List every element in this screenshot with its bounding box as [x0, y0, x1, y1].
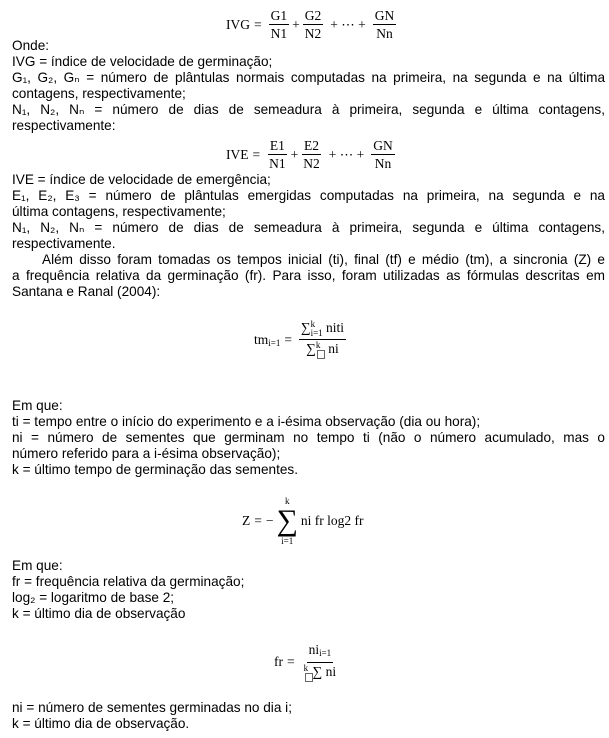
- text-line: fr = frequência relativa da germinação;: [12, 574, 245, 589]
- paragraph-line: Além disso foram tomadas os tempos inicial (ti), final (tf) e médio (tm), a sincronia (Z) e: [42, 252, 605, 267]
- denominator: N2: [303, 156, 320, 171]
- text-line: E₁, E₂, E₃ = número de plântulas emergidas computadas na primeira, na segunda e na: [12, 188, 605, 203]
- denominator: N1: [270, 26, 288, 41]
- text-line: respectivamente:: [12, 118, 116, 133]
- numerator: G2: [304, 8, 322, 23]
- text-line: G₁, G₂, Gₙ = número de plântulas normais computadas na primeira, na segunda e na última: [12, 70, 605, 85]
- eq-sign: =: [254, 16, 262, 32]
- text-line: Onde:: [12, 38, 50, 53]
- fraction: [371, 138, 395, 171]
- numerator: GN: [374, 8, 395, 23]
- denominator: ∑ k ni: [304, 340, 341, 359]
- text-line: ni = número de sementes que germinam no tempo ti (não o número acumulado, mas o: [12, 430, 605, 445]
- equation-tm: [254, 320, 349, 359]
- fraction: [373, 8, 397, 41]
- text-line: número referido para a i-ésima observação);: [12, 446, 281, 461]
- numerator: G1: [270, 8, 288, 23]
- equation-ive: [226, 138, 398, 171]
- text-line: última contagens, respectivamente;: [12, 204, 226, 219]
- equation-ivg: [226, 8, 399, 41]
- text-line: IVG = índice de velocidade de germinação;: [12, 54, 273, 69]
- summation: k ∑ i=1: [276, 496, 298, 546]
- numerator: E1: [269, 138, 285, 153]
- summation-term: ni fr log2 fr: [300, 513, 364, 528]
- fraction: [303, 8, 324, 41]
- text-line: k = último dia de observação: [12, 606, 186, 621]
- fraction: [267, 138, 288, 171]
- text-line: contagens, respectivamente;: [12, 86, 186, 101]
- fraction: [301, 138, 322, 171]
- paragraph-line: Santana e Ranal (2004):: [12, 284, 161, 299]
- eq-sign: =: [252, 146, 261, 162]
- text-line: k = último dia de observação.: [12, 716, 190, 731]
- eq-lhs: IVG: [226, 16, 250, 32]
- text-line: log₂ = logaritmo de base 2;: [12, 590, 175, 605]
- paragraph-line: a frequência relativa da germinação (fr). Para isso, foram utilizadas as fórmulas descritas em: [12, 268, 605, 283]
- denominator: N2: [304, 26, 322, 41]
- eq-sign: =: [287, 654, 295, 669]
- denominator: k ∑ ni: [302, 663, 339, 682]
- ellipsis-term: + ⋯ +: [330, 16, 366, 32]
- text-line: Em que:: [12, 558, 63, 573]
- equation-fr: [274, 642, 341, 682]
- text-line: IVE = índice de velocidade de emergência;: [12, 172, 271, 187]
- denominator: Nn: [374, 156, 392, 171]
- eq-lhs: IVE: [226, 146, 249, 162]
- ellipsis-term: + ⋯ +: [328, 146, 365, 162]
- text-line: Em que:: [12, 398, 63, 413]
- text-line: N₁, N₂, Nₙ = número de dias de semeadura à primeira, segunda e última contagens,: [12, 220, 605, 235]
- denominator: Nn: [376, 26, 393, 41]
- equation-z: [242, 496, 364, 546]
- fraction: [302, 642, 339, 682]
- numerator: E2: [304, 138, 319, 153]
- fraction: [269, 8, 290, 41]
- text-line: ti = tempo entre o início do experimento e a i-ésima observação (dia ou hora);: [12, 414, 481, 429]
- plus-sign: +: [290, 146, 299, 162]
- text-line: k = último tempo de germinação das sementes.: [12, 462, 298, 477]
- text-line: respectivamente.: [12, 236, 116, 251]
- text-line: N₁, N₂, Nₙ = número de dias de semeadura à primeira, segunda e última contagens,: [12, 102, 605, 117]
- text-line: ni = número de sementes germinadas no dia i;: [12, 700, 292, 715]
- eq-lhs: fr: [274, 654, 283, 669]
- fraction: [299, 320, 346, 359]
- plus-sign: +: [292, 16, 300, 32]
- denominator: N1: [269, 156, 286, 171]
- numerator: GN: [373, 138, 393, 153]
- eq-lhs: $tm_{i=1}$: [254, 331, 281, 348]
- numerator: $ni_{i=1}$: [307, 642, 334, 663]
- eq-sign: =: [284, 331, 292, 347]
- eq-sign: =: [254, 513, 262, 528]
- minus-sign: −: [265, 513, 274, 528]
- eq-lhs: Z: [242, 513, 251, 528]
- numerator: ∑ k i=1 niti: [300, 319, 345, 338]
